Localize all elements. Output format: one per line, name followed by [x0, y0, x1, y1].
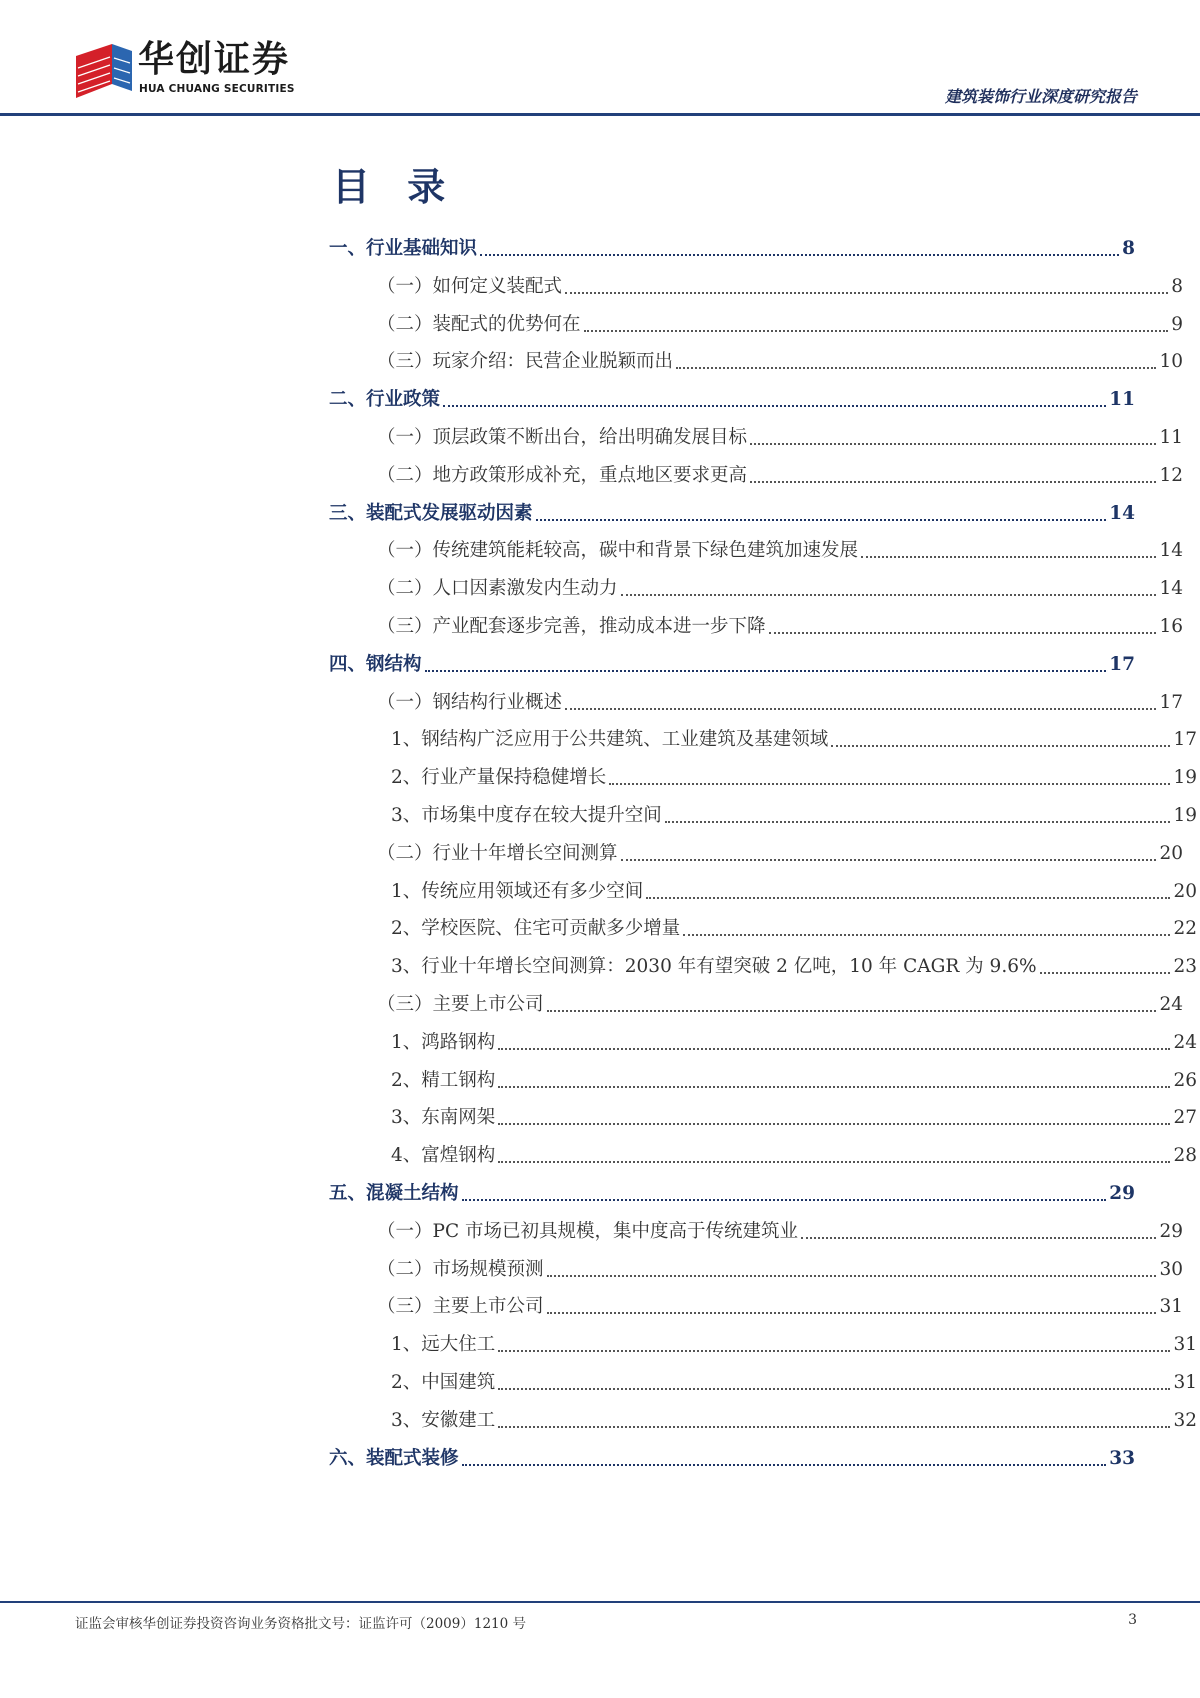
toc-entry-label: （一）钢结构行业概述 — [377, 691, 563, 713]
toc-entry-label: 2、行业产量保持稳健增长 — [391, 767, 607, 789]
toc-entry-label: 六、装配式装修 — [329, 1447, 459, 1469]
toc-entry-page: 19 — [1173, 767, 1197, 789]
toc-section-entry[interactable] — [329, 1063, 1197, 1093]
toc-entry-label: （三）主要上市公司 — [377, 994, 544, 1015]
toc-entry-page: 19 — [1173, 805, 1197, 826]
toc-dot-leader — [425, 670, 1107, 672]
toc-section-entry[interactable] — [329, 911, 1197, 941]
toc-dot-leader — [750, 443, 1156, 445]
toc-entry-label: 1、鸿路钢构 — [391, 1031, 496, 1053]
toc-entry-label: 2、学校医院、住宅可贡献多少增量 — [391, 918, 681, 940]
toc-section-entry[interactable] — [329, 798, 1197, 828]
toc-entry-page: 17 — [1173, 729, 1197, 751]
toc-dot-leader — [665, 821, 1171, 823]
toc-entry-page: 20 — [1159, 842, 1183, 864]
toc-entry-label: （二）人口因素激发内生动力 — [377, 578, 618, 600]
toc-entry-label: 3、安徽建工 — [391, 1409, 496, 1431]
toc-entry-page: 23 — [1173, 956, 1197, 978]
toc-entry-page: 17 — [1109, 653, 1135, 675]
toc-section-entry[interactable] — [329, 1214, 1183, 1244]
toc-dot-leader — [443, 405, 1106, 407]
company-name-en: HUA CHUANG SECURITIES — [139, 83, 295, 95]
toc-entry-label: 4、富煌钢构 — [391, 1145, 496, 1167]
toc-dot-leader — [769, 632, 1157, 634]
toc-entry-label: 1、钢结构广泛应用于公共建筑、工业建筑及基建领域 — [391, 729, 829, 751]
toc-dot-leader — [565, 708, 1156, 710]
toc-entry-label: 二、行业政策 — [329, 389, 441, 411]
toc-entry-page: 8 — [1122, 238, 1135, 259]
toc-section-entry[interactable] — [329, 836, 1183, 866]
toc-section-entry[interactable] — [329, 949, 1197, 979]
toc-dot-leader — [584, 330, 1169, 332]
toc-entry-page: 11 — [1109, 389, 1135, 411]
toc-section-entry[interactable] — [329, 1403, 1197, 1433]
toc-entry-label: 2、精工钢构 — [391, 1069, 496, 1091]
toc-entry-label: （三）主要上市公司 — [377, 1296, 544, 1318]
toc-entry-label: 一、行业基础知识 — [329, 238, 478, 259]
toc-entry-page: 14 — [1159, 578, 1183, 600]
toc-entry-page: 22 — [1173, 918, 1197, 940]
toc-dot-leader — [462, 1199, 1107, 1201]
toc-dot-leader — [609, 783, 1170, 785]
toc-entry-page: 33 — [1109, 1447, 1135, 1469]
toc-section-entry[interactable] — [329, 533, 1183, 563]
toc-section-entry[interactable] — [329, 1365, 1197, 1395]
toc-section-entry[interactable] — [329, 987, 1183, 1017]
toc-dot-leader — [498, 1086, 1170, 1088]
toc-dot-leader — [547, 1010, 1157, 1012]
toc-section-entry[interactable] — [329, 307, 1183, 337]
toc-entry-page: 11 — [1159, 427, 1183, 448]
toc-entry-label: （二）市场规模预测 — [377, 1258, 544, 1280]
toc-entry-label: （一）顶层政策不断出台，给出明确发展目标 — [377, 427, 748, 448]
toc-entry-page: 8 — [1171, 275, 1183, 297]
toc-section-entry[interactable] — [329, 609, 1183, 639]
toc-section-entry[interactable] — [329, 1100, 1197, 1130]
page-number: 3 — [1128, 1612, 1137, 1628]
toc-dot-leader — [801, 1237, 1156, 1239]
toc-title: 目 录 — [332, 164, 458, 209]
report-type-label: 建筑装饰行业深度研究报告 — [944, 87, 1137, 106]
toc-entry-page: 29 — [1109, 1183, 1135, 1204]
toc-dot-leader — [547, 1312, 1157, 1314]
toc-dot-leader — [621, 859, 1157, 861]
toc-dot-leader — [536, 519, 1107, 521]
toc-dot-leader — [831, 745, 1170, 747]
toc-entry-page: 31 — [1173, 1372, 1197, 1393]
toc-entry-page: 14 — [1159, 540, 1183, 562]
toc-section-entry[interactable] — [329, 1327, 1197, 1357]
toc-dot-leader — [565, 292, 1168, 294]
toc-entry-label: 五、混凝土结构 — [329, 1183, 459, 1204]
toc-entry-label: 三、装配式发展驱动因素 — [329, 502, 533, 524]
toc-chapter-entry[interactable] — [329, 382, 1135, 412]
toc-dot-leader — [1040, 972, 1171, 974]
toc-entry-label: （一）如何定义装配式 — [377, 275, 563, 297]
toc-dot-leader — [676, 367, 1156, 369]
toc-dot-leader — [498, 1388, 1170, 1390]
toc-dot-leader — [498, 1426, 1170, 1428]
toc-chapter-entry[interactable] — [329, 1176, 1135, 1206]
toc-entry-page: 26 — [1173, 1069, 1197, 1091]
toc-section-entry[interactable] — [329, 344, 1183, 374]
toc-section-entry[interactable] — [329, 874, 1197, 904]
company-logo-icon — [76, 44, 132, 98]
toc-entry-label: （二）地方政策形成补充，重点地区要求更高 — [377, 464, 748, 486]
header-divider — [0, 113, 1200, 116]
toc-entry-label: 3、市场集中度存在较大提升空间 — [391, 805, 662, 826]
toc-dot-leader — [646, 897, 1170, 899]
toc-entry-label: 1、传统应用领域还有多少空间 — [391, 880, 644, 902]
toc-section-entry[interactable] — [329, 571, 1183, 601]
toc-dot-leader — [547, 1275, 1157, 1277]
toc-chapter-entry[interactable] — [329, 647, 1135, 677]
toc-entry-label: 2、中国建筑 — [391, 1372, 496, 1393]
toc-entry-label: 四、钢结构 — [329, 653, 422, 675]
toc-entry-page: 31 — [1173, 1334, 1197, 1356]
toc-dot-leader — [480, 254, 1119, 256]
toc-dot-leader — [861, 556, 1156, 558]
toc-entry-page: 31 — [1159, 1296, 1183, 1318]
toc-entry-label: （三）玩家介绍：民营企业脱颖而出 — [377, 351, 674, 373]
toc-entry-page: 24 — [1159, 994, 1183, 1015]
toc-section-entry[interactable] — [329, 269, 1183, 299]
toc-entry-label: （二）行业十年增长空间测算 — [377, 842, 618, 864]
toc-entry-label: （一）PC 市场已初具规模，集中度高于传统建筑业 — [377, 1220, 798, 1242]
toc-chapter-entry[interactable] — [329, 1441, 1135, 1471]
toc-entry-page: 29 — [1159, 1220, 1183, 1242]
toc-section-entry[interactable] — [329, 1138, 1197, 1168]
toc-entry-label: （二）装配式的优势何在 — [377, 313, 581, 335]
toc-section-entry[interactable] — [329, 1025, 1197, 1055]
toc-dot-leader — [498, 1350, 1170, 1352]
toc-entry-page: 14 — [1109, 502, 1135, 524]
toc-chapter-entry[interactable] — [329, 231, 1135, 261]
toc-entry-page: 30 — [1159, 1258, 1183, 1280]
toc-entry-label: 1、远大住工 — [391, 1334, 496, 1356]
toc-section-entry[interactable] — [329, 1289, 1183, 1319]
footer-divider — [0, 1601, 1200, 1603]
toc-section-entry[interactable] — [329, 458, 1183, 488]
toc-dot-leader — [498, 1161, 1170, 1163]
toc-entry-page: 20 — [1173, 880, 1197, 902]
toc-dot-leader — [683, 934, 1170, 936]
toc-entry-label: （三）产业配套逐步完善，推动成本进一步下降 — [377, 616, 766, 637]
toc-section-entry[interactable] — [329, 420, 1183, 450]
toc-entry-page: 9 — [1171, 313, 1183, 335]
footer-license-text: 证监会审核华创证券投资咨询业务资格批文号：证监许可（2009）1210 号 — [75, 1616, 527, 1632]
toc-entry-page: 17 — [1159, 691, 1183, 713]
toc-entry-page: 12 — [1159, 464, 1183, 486]
toc-entry-page: 32 — [1173, 1409, 1197, 1431]
page-header — [0, 0, 1200, 118]
toc-section-entry[interactable] — [329, 760, 1197, 790]
toc-dot-leader — [462, 1464, 1107, 1466]
toc-dot-leader — [498, 1123, 1170, 1125]
toc-chapter-entry[interactable] — [329, 496, 1135, 526]
toc-section-entry[interactable] — [329, 685, 1183, 715]
toc-entry-label: （一）传统建筑能耗较高，碳中和背景下绿色建筑加速发展 — [377, 540, 859, 562]
toc-entry-page: 16 — [1159, 616, 1183, 637]
toc-entry-page: 24 — [1173, 1031, 1197, 1053]
toc-entry-page: 10 — [1159, 351, 1183, 373]
toc-dot-leader — [750, 481, 1156, 483]
toc-section-entry[interactable] — [329, 1252, 1183, 1282]
toc-entry-label: 3、行业十年增长空间测算：2030 年有望突破 2 亿吨，10 年 CAGR 为 9.6% — [391, 956, 1037, 978]
toc-entry-label: 3、东南网架 — [391, 1107, 496, 1129]
toc-entry-page: 28 — [1173, 1145, 1197, 1167]
toc-dot-leader — [621, 594, 1157, 596]
toc-section-entry[interactable] — [329, 722, 1197, 752]
toc-entry-page: 27 — [1173, 1107, 1197, 1129]
toc-dot-leader — [498, 1048, 1170, 1050]
company-name-cn: 华创证券 — [138, 39, 291, 80]
